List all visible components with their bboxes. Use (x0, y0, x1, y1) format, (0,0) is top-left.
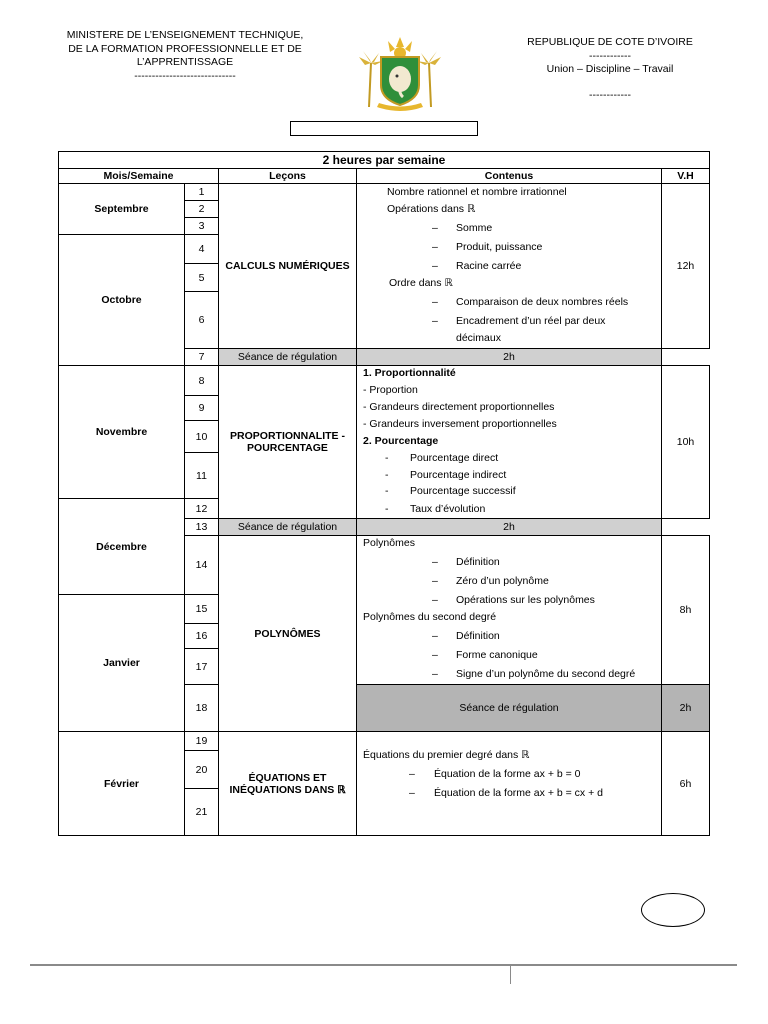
week-number: 17 (185, 649, 219, 685)
content-line: Pourcentage direct (410, 452, 499, 464)
republic-motto: Union – Discipline – Travail (546, 63, 674, 75)
month-janvier: Janvier (59, 595, 185, 732)
lesson-equations-inequations: ÉQUATIONS ET INÉQUATIONS DANS ℝ (219, 732, 357, 836)
content-line: 1. Proportionnalité (363, 367, 456, 379)
week-number: 7 (185, 349, 219, 366)
regulation-session: Séance de régulation (219, 349, 357, 366)
month-octobre: Octobre (59, 235, 185, 366)
content-line: - Grandeurs directement proportionnelles (363, 401, 555, 413)
month-decembre: Décembre (59, 499, 185, 595)
ministry-header (60, 29, 310, 83)
week-number: 15 (185, 595, 219, 624)
content-equations: Équations du premier degré dans ℝ – Équation de la forme ax + b = 0 – Équation de la forme ax + b = cx + d (357, 732, 662, 836)
footer-tick (510, 966, 511, 984)
content-line: Équations du premier degré dans ℝ (363, 749, 530, 761)
lesson-polynomes: POLYNÔMES (219, 536, 357, 732)
week-number: 18 (185, 685, 219, 732)
content-line: - Proportion (363, 384, 418, 396)
content-line: Définition (456, 630, 500, 642)
content-line: Produit, puissance (456, 241, 543, 253)
content-line: Pourcentage indirect (410, 469, 507, 481)
week-number: 21 (185, 789, 219, 836)
week-number: 8 (185, 366, 219, 396)
coat-of-arms-emblem (357, 33, 443, 115)
content-line: Opérations dans ℝ (387, 203, 476, 215)
empty-title-box (290, 121, 478, 136)
vh-value: 6h (662, 732, 710, 836)
content-line: - Grandeurs inversement proportionnelles (363, 418, 557, 430)
ministry-separator: ----------------------------- (134, 69, 236, 82)
week-number: 13 (185, 519, 219, 536)
regulation-session: Séance de régulation (357, 685, 662, 732)
vh-value: 2h (357, 519, 662, 536)
month-fevrier: Février (59, 732, 185, 836)
month-septembre: Septembre (59, 184, 185, 235)
week-number: 6 (185, 292, 219, 349)
lesson-proportionnalite-pourcentage: PROPORTIONNALITE - POURCENTAGE (219, 366, 357, 519)
content-proportionnalite: 1. Proportionnalité - Proportion - Grandeurs directement proportionnelles - Grandeurs inversement proportionnelles 2. Pourcentage - Pourcentage direct - Pourcentage indirect - Pourcentage successif - Taux d’évolution (357, 366, 662, 519)
week-number: 5 (185, 264, 219, 292)
content-line: Somme (456, 222, 493, 234)
vh-value: 2h (357, 349, 662, 366)
content-line: Forme canonique (456, 649, 538, 661)
week-number: 9 (185, 396, 219, 421)
content-line: Définition (456, 556, 500, 568)
content-line: Zéro d’un polynôme (456, 575, 549, 587)
col-header-vh: V.H (662, 169, 710, 184)
content-line: 2. Pourcentage (363, 435, 439, 447)
republic-header (510, 36, 710, 102)
ministry-line: DE LA FORMATION PROFESSIONNELLE ET DE (68, 42, 302, 55)
week-number: 12 (185, 499, 219, 519)
content-line: Polynômes (363, 537, 415, 549)
col-header-contents: Contenus (357, 169, 662, 184)
content-line: Nombre rationnel et nombre irrationnel (387, 186, 567, 198)
content-line: Racine carrée (456, 260, 522, 272)
republic-name: REPUBLIQUE DE COTE D’IVOIRE (527, 36, 693, 48)
week-number: 10 (185, 421, 219, 453)
lesson-calculs-numeriques: CALCULS NUMÉRIQUES (219, 184, 357, 349)
vh-value: 8h (662, 536, 710, 685)
progression-table (58, 151, 710, 836)
content-calculs-numeriques: Nombre rationnel et nombre irrationnel Opérations dans ℝ – Somme – Produit, puissance – Racine carrée Ordre dans ℝ – Comparaison de deux nombres réels – Encadrement d’un réel par deux décimaux (357, 184, 662, 349)
content-line: Comparaison de deux nombres réels (456, 296, 629, 308)
table-title: 2 heures par semaine (59, 152, 710, 169)
week-number: 4 (185, 235, 219, 264)
col-header-lessons: Leçons (219, 169, 357, 184)
republic-separator: ------------ (589, 49, 631, 62)
content-polynomes: Polynômes – Définition – Zéro d’un polynôme – Opérations sur les polynômes Polynômes du second degré – Définition – Forme canonique – Signe d’un polynôme du second degré (357, 536, 662, 685)
content-line: Signe d’un polynôme du second degré (456, 668, 636, 680)
page-number-oval (641, 893, 705, 927)
col-header-month-week: Mois/Semaine (59, 169, 219, 184)
vh-value: 10h (662, 366, 710, 519)
week-number: 11 (185, 453, 219, 499)
week-number: 2 (185, 201, 219, 218)
content-line: décimaux (456, 332, 501, 344)
content-line: Pourcentage successif (410, 485, 516, 497)
footer-divider (30, 964, 737, 966)
week-number: 20 (185, 751, 219, 789)
vh-value: 2h (662, 685, 710, 732)
content-line: Polynômes du second degré (363, 611, 497, 623)
week-number: 19 (185, 732, 219, 751)
regulation-session: Séance de régulation (219, 519, 357, 536)
month-novembre: Novembre (59, 366, 185, 499)
week-number: 14 (185, 536, 219, 595)
content-line: Opérations sur les polynômes (456, 594, 595, 606)
ministry-line: L’APPRENTISSAGE (136, 56, 234, 68)
week-number: 3 (185, 218, 219, 235)
ministry-line: MINISTERE DE L’ENSEIGNEMENT TECHNIQUE, (66, 29, 304, 41)
content-line: Taux d’évolution (410, 503, 486, 515)
vh-value: 12h (662, 184, 710, 349)
week-number: 16 (185, 624, 219, 649)
content-line: Encadrement d’un réel par deux (456, 315, 606, 327)
content-line: Ordre dans ℝ (389, 277, 453, 289)
content-line: Équation de la forme ax + b = cx + d (434, 787, 603, 799)
content-line: Équation de la forme ax + b = 0 (434, 768, 581, 780)
week-number: 1 (185, 184, 219, 201)
republic-separator: ------------ (589, 88, 631, 101)
